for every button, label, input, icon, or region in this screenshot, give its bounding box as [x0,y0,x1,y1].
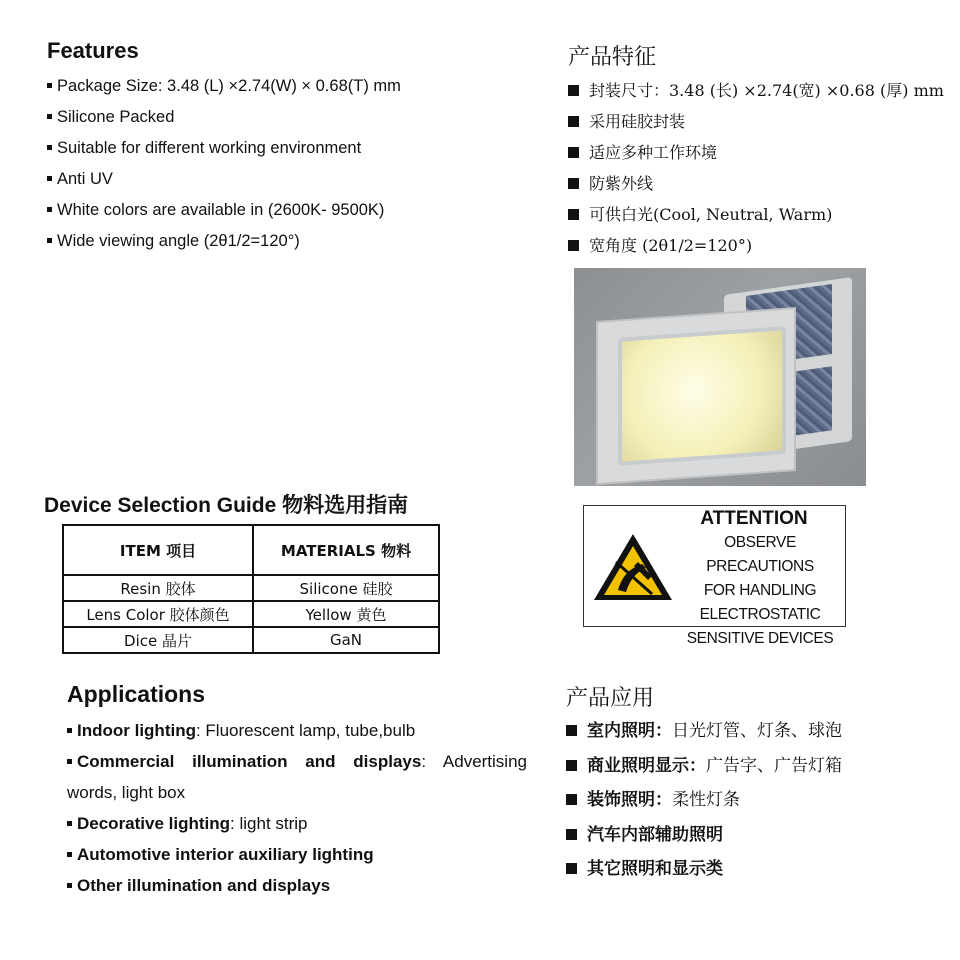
attention-box [583,505,846,647]
bullet-icon [47,145,52,150]
table-row [63,627,439,653]
applications-cn-list [566,719,842,892]
table-cell: Resin 胶体 [63,575,253,601]
feature-item: White colors are available in (2600K- 9500K) [47,199,401,230]
bullet-icon [566,760,577,771]
application-item: Other illumination and displays [67,870,527,901]
bullet-icon [568,147,579,158]
led-product-photo [574,268,866,486]
application-item: Automotive interior auxiliary lighting [67,839,527,870]
table-cell: Yellow 黄色 [253,601,439,627]
esd-warning-icon [592,532,674,602]
application-item: Decorative lighting: light strip [67,808,527,839]
attention-line: ELECTROSTATIC [699,606,821,623]
feature-item: Silicone Packed [47,106,401,137]
feature-item: Wide viewing angle (2θ1/2=120°) [47,230,401,261]
application-cn-item: 装饰照明：柔性灯条 [566,788,842,823]
feature-item: Anti UV [47,168,401,199]
application-cn-item: 汽车内部辅助照明 [566,823,842,858]
feature-cn-item: 适应多种工作环境 [568,142,944,173]
table-header-row [63,525,439,575]
features-cn-list [568,80,944,266]
table-header: ITEM 项目 [63,525,253,575]
application-item: Indoor lighting: Fluorescent lamp, tube,bulb [67,715,527,746]
feature-cn-item: 宽角度 (2θ1/2=120°) [568,235,944,266]
feature-cn-item: 可供白光(Cool, Neutral, Warm) [568,204,944,235]
application-cn-item: 商业照明显示：广告字、广告灯箱 [566,754,842,789]
application-cn-item: 其它照明和显示类 [566,857,842,892]
table-cell: GaN [253,627,439,653]
application-cn-item: 室内照明：日光灯管、灯条、球泡 [566,719,842,754]
bullet-icon [568,85,579,96]
bullet-icon [568,178,579,189]
feature-cn-item: 防紫外线 [568,173,944,204]
attention-line: OBSERVE PRECAUTIONS [706,534,814,575]
bullet-icon [67,852,72,857]
applications-title: Applications [67,681,206,707]
attention-line: FOR HANDLING [703,582,817,599]
bullet-icon [47,83,52,88]
bullet-icon [566,829,577,840]
bullet-icon [566,725,577,736]
features-cn-title: 产品特征 [568,45,657,70]
bullet-icon [47,238,52,243]
applications-cn-title: 产品应用 [566,686,655,711]
table-cell: Silicone 硅胶 [253,575,439,601]
applications-list [67,715,527,901]
feature-cn-item: 采用硅胶封装 [568,111,944,142]
bullet-icon [566,794,577,805]
feature-cn-item: 封装尺寸：3.48 (长) ×2.74(宽) ×0.68 (厚) mm [568,80,944,111]
bullet-icon [67,728,72,733]
attention-text [676,531,844,651]
features-list [47,75,401,261]
table-cell: Dice 晶片 [63,627,253,653]
selection-guide-table [62,524,440,654]
application-item: Commercial illumination and displays: Advertising words, light box [67,752,527,802]
bullet-icon [67,821,72,826]
table-cell: Lens Color 胶体颜色 [63,601,253,627]
selection-guide-title: Device Selection Guide 物料选用指南 [44,494,409,517]
bullet-icon [566,863,577,874]
attention-title: ATTENTION [700,508,808,529]
table-row [63,601,439,627]
bullet-icon [67,883,72,888]
bullet-icon [568,240,579,251]
phosphor-lens [618,326,786,466]
bullet-icon [568,116,579,127]
attention-line: SENSITIVE DEVICES [686,630,834,647]
bullet-icon [47,114,52,119]
bullet-icon [67,759,72,764]
feature-item: Suitable for different working environment [47,137,401,168]
bullet-icon [47,207,52,212]
feature-item: Package Size: 3.48 (L) ×2.74(W) × 0.68(T) mm [47,75,401,106]
bullet-icon [568,209,579,220]
bullet-icon [47,176,52,181]
table-header: MATERIALS 物料 [253,525,439,575]
features-title: Features [47,38,139,63]
table-row [63,575,439,601]
